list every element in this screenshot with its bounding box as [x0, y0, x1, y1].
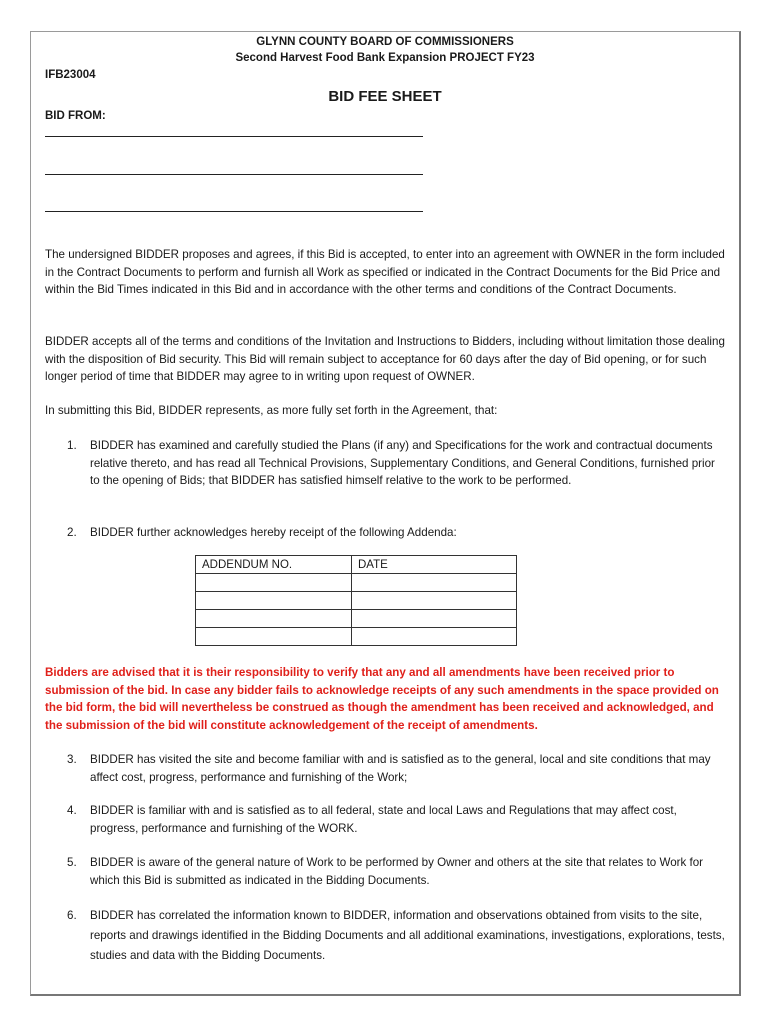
date-cell[interactable]	[352, 574, 517, 592]
table-row	[196, 574, 517, 592]
bid-from-line-2[interactable]	[45, 174, 423, 175]
table-row	[196, 628, 517, 646]
list-text: BIDDER has examined and carefully studied the Plans (if any) and Specifications for the work and contractual documents relative thereto, and has read all Technical Provisions, Supplementary Conditions, and General Conditions, furnished prior to the opening of Bids; that BIDDER has satisfied himself relative to the work to be performed.	[90, 439, 715, 487]
addendum-no-cell[interactable]	[196, 628, 352, 646]
date-cell[interactable]	[352, 628, 517, 646]
list-number: 3.	[67, 753, 77, 766]
addenda-table	[195, 555, 517, 646]
page-title: BID FEE SHEET	[328, 88, 442, 105]
list-text: BIDDER has visited the site and become familiar with and is satisfied as to the general, local and site conditions that may affect cost, progress, performance and furnishing of the Work;	[90, 753, 711, 784]
addendum-no-cell[interactable]	[196, 592, 352, 610]
list-number: 5.	[67, 856, 77, 869]
list-number: 2.	[67, 526, 77, 539]
date-cell[interactable]	[352, 592, 517, 610]
addendum-no-header: ADDENDUM NO.	[196, 556, 352, 574]
page-border	[30, 31, 741, 996]
bid-from-line-3[interactable]	[45, 211, 423, 212]
paragraph-acceptance: BIDDER accepts all of the terms and conditions of the Invitation and Instructions to Bidders, including without limitation those dealing with the disposition of Bid security. This Bid will remain subject to acceptance for 60 days after the day of Bid opening, or for such longer period of time that BIDDER may agree to in writing upon request of OWNER.	[45, 335, 725, 383]
list-number: 6.	[67, 909, 77, 922]
project-name: Second Harvest Food Bank Expansion PROJECT FY23	[235, 52, 535, 64]
paragraph-represents: In submitting this Bid, BIDDER represents, as more fully set forth in the Agreement, that:	[45, 404, 498, 417]
org-name: GLYNN COUNTY BOARD OF COMMISSIONERS	[256, 36, 514, 48]
bid-from-line-1[interactable]	[45, 136, 423, 137]
list-text: BIDDER has correlated the information known to BIDDER, information and observations obtained from visits to the site, reports and drawings identified in the Bidding Documents and all additional examinations, investigations, explorations, tests, studies and data with the Bidding Documents.	[90, 909, 725, 962]
list-text: BIDDER further acknowledges hereby receipt of the following Addenda:	[90, 526, 457, 539]
list-number: 1.	[67, 439, 77, 452]
addendum-no-cell[interactable]	[196, 574, 352, 592]
table-row	[196, 610, 517, 628]
addendum-no-cell[interactable]	[196, 610, 352, 628]
list-text: BIDDER is aware of the general nature of Work to be performed by Owner and others at the site that relates to Work for which this Bid is submitted as indicated in the Bidding Documents.	[90, 856, 704, 887]
ifb-number: IFB23004	[45, 69, 96, 81]
paragraph-agreement: The undersigned BIDDER proposes and agrees, if this Bid is accepted, to enter into an agreement with OWNER in the form included in the Contract Documents to perform and furnish all Work as specified or indicated in the Contract Documents for the Bid Price and within the Bid Times indicated in this Bid and in accordance with the other terms and conditions of the Contract Documents.	[45, 248, 725, 296]
list-text: BIDDER is familiar with and is satisfied as to all federal, state and local Laws and Regulations that may affect cost, progress, performance and furnishing of the WORK.	[90, 804, 677, 835]
bid-from-label: BID FROM:	[45, 110, 106, 122]
table-header-row	[196, 556, 517, 574]
table-row	[196, 592, 517, 610]
list-number: 4.	[67, 804, 77, 817]
date-header: DATE	[352, 556, 517, 574]
amendment-warning: Bidders are advised that it is their responsibility to verify that any and all amendments have been received prior to submission of the bid. In case any bidder fails to acknowledge receipts of any such amendments in the space provided on the bid form, the bid will nevertheless be construed as though the amendment has been received and acknowledged, and the submission of the bid will constitute acknowledgement of the receipt of amendments.	[45, 666, 719, 732]
date-cell[interactable]	[352, 610, 517, 628]
